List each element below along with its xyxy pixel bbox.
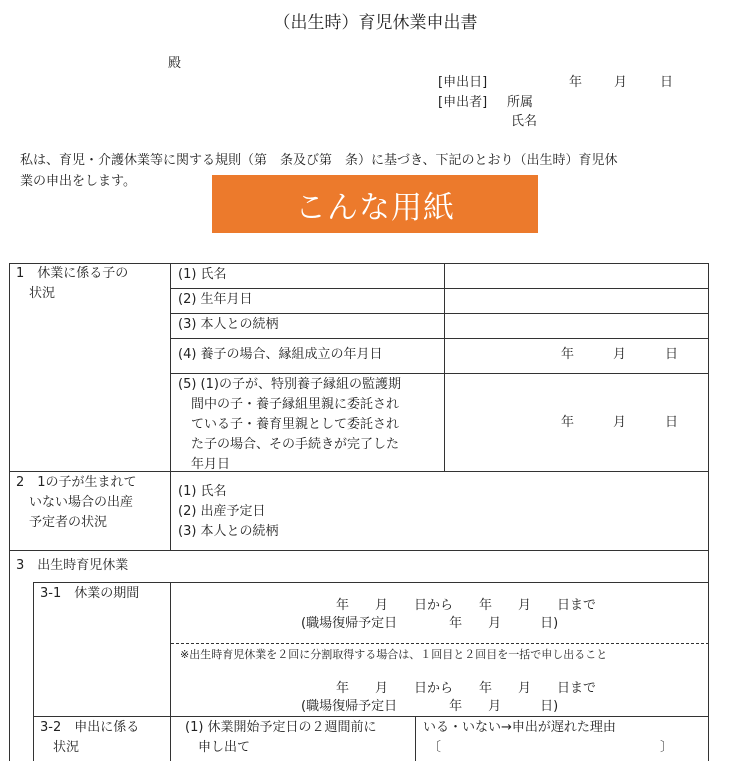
date-label: [申出日] xyxy=(438,75,488,90)
document-title: （出生時）育児休業申出書 xyxy=(273,13,478,33)
s31-period: 年 月 日から 年 月 日まで xyxy=(336,598,597,613)
section-1-title: 1 休業に係る子の 状況 xyxy=(16,266,129,301)
s31-note: ※出生時育児休業を２回に分割取得する場合は、１回目と２回目を一括で申し出ること xyxy=(180,648,608,661)
s32-answer: いる・いない→申出が遅れた理由 xyxy=(423,720,616,735)
affiliation-label: 所属 xyxy=(507,95,534,110)
section-3-title: 3 出生時育児休業 xyxy=(16,558,129,573)
intro-line-1: 私は、育児・介護休業等に関する規則（第 条及び第 条）に基づき、下記のとおり（出生時）育児休 xyxy=(20,153,618,168)
date-month: 月 xyxy=(614,75,628,90)
section-2-title: 2 1の子が生まれて いない場合の出産 予定者の状況 xyxy=(16,475,137,530)
s1-row-special-adoption: (5) (1)の子が、特別養子縁組の監護期 間中の子・養子縁組里親に委託され ている子・養育里親として委託され た子の場合、その手続きが完了した 年月日 xyxy=(178,377,401,472)
date-day: 日 xyxy=(660,75,674,90)
s1-adoption-date: 年 月 日 xyxy=(561,347,679,362)
s1-row-adoption: (4) 養子の場合、縁組成立の年月日 xyxy=(178,347,383,362)
s1-row-birthdate: (2) 生年月日 xyxy=(178,292,253,307)
s31-label: 3-1 休業の期間 xyxy=(40,586,140,601)
s31-return-date: (職場復帰予定日 年 月 日) xyxy=(301,616,559,631)
s32-bracket-close: 〕 xyxy=(660,740,674,755)
s1-row-name: (1) 氏名 xyxy=(178,267,227,282)
addressee-suffix: 殿 xyxy=(168,56,182,71)
s1-row-relationship: (3) 本人との続柄 xyxy=(178,317,279,332)
date-year: 年 xyxy=(569,75,583,90)
applicant-label: [申出者] xyxy=(438,95,488,110)
name-label: 氏名 xyxy=(511,114,538,129)
s2-rows: (1) 氏名 (2) 出産予定日 (3) 本人との続柄 xyxy=(178,484,279,539)
s32-label: 3-2 申出に係る 状況 xyxy=(40,720,140,755)
s31-period-2: 年 月 日から 年 月 日まで xyxy=(336,681,597,696)
s32-bracket-open: 〔 xyxy=(428,740,442,755)
s32-question: (1) 休業開始予定日の２週間前に 申し出て xyxy=(185,720,377,755)
intro-line-2: 業の申出をします。 xyxy=(20,174,136,189)
banner: こんな用紙 xyxy=(212,175,538,233)
s1-special-adoption-date: 年 月 日 xyxy=(561,415,679,430)
s31-return-date-2: (職場復帰予定日 年 月 日) xyxy=(301,699,559,714)
